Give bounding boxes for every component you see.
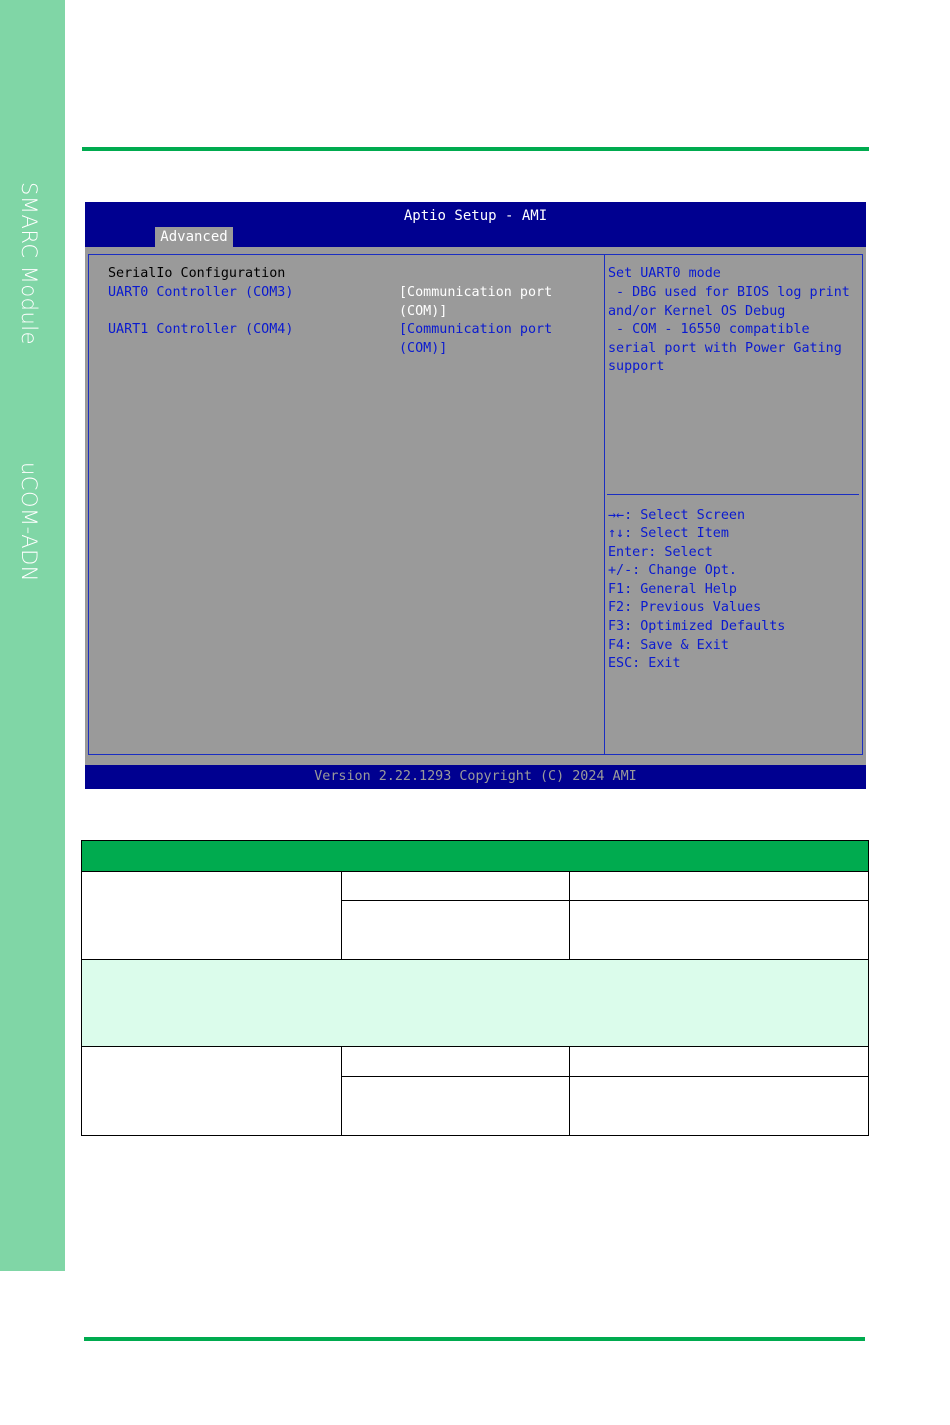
key-f3: F3: Optimized Defaults (608, 619, 786, 634)
table-line (342, 900, 869, 901)
table-line (341, 871, 342, 959)
key-f4: F4: Save & Exit (608, 638, 729, 653)
help-line: serial port with Power Gating (608, 341, 842, 356)
table-line (342, 1076, 869, 1077)
key-select-item: ↑↓: Select Item (608, 526, 729, 541)
bios-divider-horizontal (607, 494, 859, 495)
help-line: - COM - 16550 compatible (608, 322, 810, 337)
key-f2: F2: Previous Values (608, 600, 762, 615)
help-line: - DBG used for BIOS log print (608, 285, 850, 300)
side-tab (0, 0, 65, 1271)
key-select-screen: →←: Select Screen (608, 508, 746, 523)
setting-uart1-value-cont[interactable]: (COM)] (399, 341, 448, 356)
side-label-model: uCOM-ADN (17, 462, 41, 582)
tab-advanced[interactable]: Advanced (155, 227, 233, 247)
bios-footer: Version 2.22.1293 Copyright (C) 2024 AMI (314, 769, 637, 784)
bios-title: Aptio Setup - AMI (403, 208, 548, 224)
side-label-product-line: SMARC Module (17, 182, 41, 346)
header-rule (82, 147, 869, 151)
setting-uart0-value-cont[interactable]: (COM)] (399, 304, 448, 319)
help-line: Set UART0 mode (608, 266, 721, 281)
help-line: support (608, 359, 665, 374)
bios-divider-vertical (604, 254, 605, 755)
footer-rule (84, 1337, 865, 1341)
table-line (81, 959, 869, 960)
key-enter: Enter: Select (608, 545, 713, 560)
table-border (81, 840, 869, 1136)
bios-screenshot (85, 202, 866, 789)
help-line: and/or Kernel OS Debug (608, 304, 786, 319)
table-line (341, 1046, 342, 1135)
setting-uart1-value[interactable]: [Communication port (399, 322, 553, 337)
table-line (569, 871, 570, 959)
setting-uart1-label[interactable]: UART1 Controller (COM4) (108, 322, 294, 337)
setting-uart0-value[interactable]: [Communication port (399, 285, 553, 300)
table-line (569, 1046, 570, 1135)
setting-uart0-label[interactable]: UART0 Controller (COM3) (108, 285, 294, 300)
bios-body (85, 247, 866, 765)
key-esc: ESC: Exit (608, 656, 681, 671)
section-title: SerialIo Configuration (108, 266, 286, 281)
table-line (81, 1046, 869, 1047)
key-change-opt: +/-: Change Opt. (608, 563, 737, 578)
key-f1: F1: General Help (608, 582, 737, 597)
table-line (81, 871, 869, 872)
